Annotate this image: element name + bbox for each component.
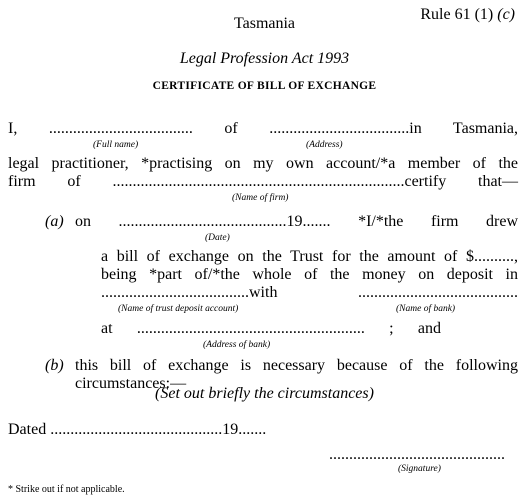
full-name-blank: ....................................: [48, 120, 193, 137]
item-a-line2: a bill of exchange on the Trust for the amount of $..........,: [101, 248, 518, 265]
dated-year-blank: 19.......: [222, 421, 267, 438]
declarant-prefix: I,: [8, 120, 49, 137]
bank-address-blank: .........................................................: [136, 320, 365, 337]
full-name-caption: (Full name): [93, 140, 139, 150]
certify-text: certify that—: [404, 173, 519, 190]
firm-line: [8, 173, 518, 191]
item-b-line2: circumstances:—: [75, 375, 187, 392]
with-text: with: [249, 284, 278, 301]
date-blank: ..........................................: [118, 213, 287, 230]
dated-label: Dated: [8, 421, 51, 438]
trust-account-blank: .....................................: [101, 284, 249, 301]
on-text: on: [75, 213, 119, 230]
trust-bank-line: [101, 284, 518, 302]
signature-caption: (Signature): [398, 464, 441, 474]
certificate-title: CERTIFICATE OF BILL OF EXCHANGE: [152, 80, 377, 92]
item-a-line3: being *part of/*the whole of the money on deposit in: [101, 266, 518, 283]
item-a-label: (a): [45, 213, 64, 230]
dated-day-blank: ...........................................: [50, 421, 223, 438]
item-b-line1: this bill of exchange is necessary because of the following: [75, 357, 518, 374]
address-caption: (Address): [306, 140, 343, 150]
year-blank: 19.......: [286, 213, 331, 230]
bank-address-line: [101, 320, 441, 338]
declaration-line: [8, 120, 518, 138]
item-b-label: (b): [45, 357, 64, 374]
trust-account-caption: (Name of trust deposit account): [118, 304, 239, 314]
bank-address-caption: (Address of bank): [203, 340, 271, 350]
rule-subparagraph: (c): [497, 6, 515, 23]
firm-name-caption: (Name of firm): [232, 193, 289, 203]
bank-name-blank: ........................................: [358, 284, 518, 301]
rule-number: Rule 61 (1): [420, 6, 494, 23]
footnote: * Strike out if not applicable.: [8, 484, 125, 495]
jurisdiction-heading: Tasmania: [233, 15, 296, 32]
and-text: ; and: [364, 320, 442, 337]
drew-text: *I/*the firm drew: [330, 213, 519, 230]
address-blank: ...................................: [269, 120, 410, 137]
circumstances-instruction: (Set out briefly the circumstances): [155, 385, 374, 402]
practitioner-line: legal practitioner, *practising on my own account/*a member of the: [8, 155, 518, 172]
item-a-line1: [75, 213, 518, 231]
act-title: Legal Profession Act 1993: [179, 50, 350, 67]
dated-line: [8, 421, 266, 439]
of-text: of: [192, 120, 270, 137]
location-text: in Tasmania,: [409, 120, 519, 137]
bank-name-caption: (Name of bank): [396, 304, 456, 314]
at-text: at: [101, 320, 137, 337]
firm-prefix: firm of: [8, 173, 113, 190]
signature-blank: ............................................: [329, 446, 505, 463]
date-caption: (Date): [205, 233, 230, 243]
firm-name-blank: .........................................................................: [112, 173, 405, 190]
